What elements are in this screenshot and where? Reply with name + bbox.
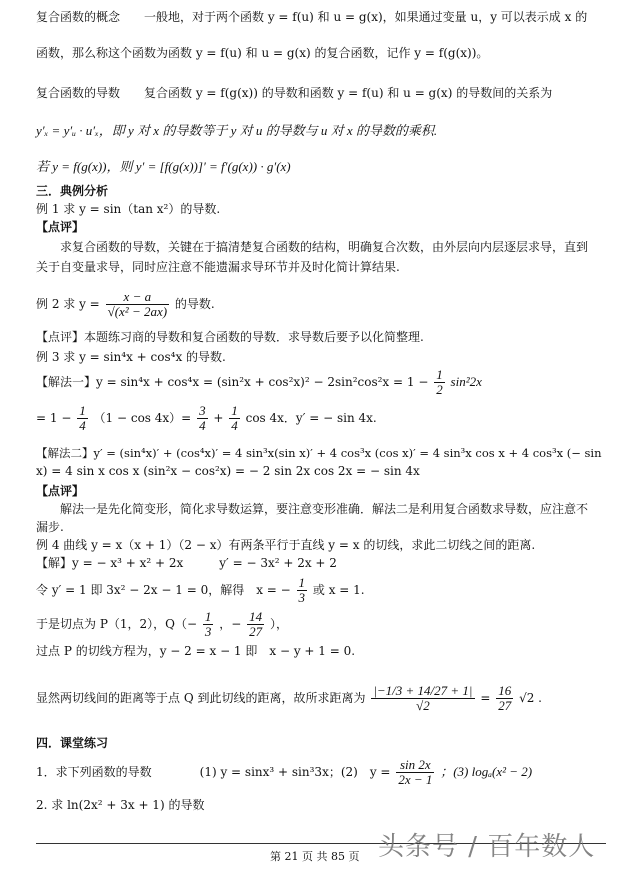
solution-4-line-4: 过点 P 的切线方程为，y − 2 = x − 1 即 x − y + 1 = 0. [36,644,356,658]
fraction-denominator: 4 [199,418,206,433]
fraction-14-27 [247,610,264,639]
fraction-16-27 [496,684,513,713]
comment-3-line-2: 漏步. [36,520,64,534]
solution-4-line-2-b: 或 x = 1. [312,583,365,597]
fraction-one-third-b [203,610,214,639]
fraction-numerator: x − a [106,290,170,305]
fraction-denominator: 3 [298,590,306,605]
paragraph-composite-function-notation: 函数，那么称这个函数为函数 y = f(u) 和 u = g(x) 的复合函数，记作 y = f(g(x))。 [36,46,489,60]
practice-1-a: 1．求下列函数的导数 (1) y = sinx³ + sin³3x；(2) y = [36,765,391,779]
fraction-numerator: 14 [249,609,263,624]
fraction-distance [371,684,474,713]
fraction-numerator: 1 [298,575,306,590]
section-heading-practice: 四．课堂练习 [36,736,109,750]
paragraph-composite-function-definition: 复合函数的概念 一般地，对于两个函数 y = f(u) 和 u = g(x)，如果通过变量 u，y 可以表示成 x 的 [36,10,588,24]
fraction-numerator: 1 [231,403,238,418]
solution-1-line-2-a: = 1 − [36,411,72,425]
comment-label-3: 【点评】 [36,484,85,498]
solution-4-line-3-c: ）， [269,617,288,631]
fraction-example-2 [106,290,170,319]
fraction-numerator: 3 [199,403,206,418]
solution-4-line-5-c: √2 . [519,691,542,705]
solution-1-line-2-c: + [213,411,224,425]
fraction-numerator: 1 [436,367,443,382]
solution-2-line-2: x) = 4 sin x cos x (sin²x − cos²x) = − 2 sin 2x cos 2x = − sin 4x [36,464,420,478]
example-2 [36,290,215,319]
solution-1-text: 【解法一】y = sin⁴x + cos⁴x = (sin²x + cos²x)² − 2sin²cos²x = 1 − [36,375,429,389]
fraction-numerator: sin 2x [396,758,434,773]
formula-chain-rule-full: 若 y = f(g(x))，则 y′ = [f(g(x))]′ = f′(g(x)) · g′(x) [36,159,291,174]
solution-4-line-1: 【解】y = − x³ + x² + 2x y′ = − 3x² + 2x + 2 [36,556,337,570]
fraction-numerator: 16 [498,683,512,698]
fraction-one-half [434,368,445,397]
solution-4-line-3-a: 于是切点为 P（1，2），Q（− [36,617,198,631]
practice-2: 2. 求 ln(2x² + 3x + 1) 的导数 [36,798,205,812]
fraction-denominator: 27 [498,698,512,713]
fraction-denominator: 4 [231,418,238,433]
fraction-one-third [297,576,308,605]
comment-3-line-1: 解法一是先化简变形，简化求导数运算，要注意变形准确．解法二是利用复合函数求导数，应注意不 [60,502,589,516]
fraction-numerator: |−1/3 + 14/27 + 1| [373,683,473,698]
solution-4-line-5 [36,684,542,713]
fraction-denominator: 2x − 1 [398,772,433,787]
fraction-denominator: 2 [436,382,443,397]
fraction-numerator: 1 [204,609,212,624]
fraction-one-quarter-b [229,404,240,433]
comment-2: 【点评】本题练习商的导数和复合函数的导数．求导数后要予以化简整理. [36,330,424,344]
solution-4-line-3-b: ，− [219,617,242,631]
section-heading-examples: 三．典例分析 [36,184,109,198]
fraction-numerator: 1 [79,403,86,418]
solution-4-line-2 [36,576,365,605]
example-3: 例 3 求 y = sin⁴x + cos⁴x 的导数. [36,350,226,364]
fraction-one-quarter [77,404,88,433]
example-2-suffix: 的导数. [174,297,215,311]
fraction-practice [396,758,434,787]
solution-4-line-5-b: = [480,691,491,705]
solution-1-line-2-d: cos 4x．y′ = − sin 4x. [245,411,377,425]
example-2-prefix: 例 2 求 y = [36,297,100,311]
footer-page-number: 第 21 页 共 85 页 [270,850,360,863]
solution-4-line-3 [36,610,288,639]
fraction-denominator: √(x² − 2ax) [107,304,168,319]
solution-2-line-1: 【解法二】y′ = (sin⁴x)′ + (cos⁴x)′ = 4 sin³x(sin x)′ + 4 cos³x (cos x)′ = 4 sin³x cos x + 4 cos³x (− sin [36,446,602,460]
example-1: 例 1 求 y = sin（tan x²）的导数. [36,202,221,216]
fraction-denominator: 4 [79,418,86,433]
example-4: 例 4 曲线 y = x（x + 1）（2 − x）有两条平行于直线 y = x 的切线，求此二切线之间的距离. [36,538,536,552]
solution-1-tail: sin²2x [450,374,482,389]
solution-4-line-2-a: 令 y′ = 1 即 3x² − 2x − 1 = 0，解得 x = − [36,583,291,597]
fraction-three-quarters [197,404,208,433]
practice-1-b: ；(3) logₐ(x² − 2) [440,764,533,779]
comment-1-line-1: 求复合函数的导数，关键在于搞清楚复合函数的结构，明确复合次数，由外层向内层逐层求导，直到 [60,240,589,254]
fraction-denominator: √2 [416,698,430,713]
solution-1-line-2-b: （1 − cos 4x）= [93,411,192,425]
comment-label-1: 【点评】 [36,220,85,234]
formula-chain-rule: y′ₓ = y′ᵤ · u′ₓ，即 y 对 x 的导数等于 y 对 u 的导数与 u 对 x 的导数的乘积. [36,123,438,138]
solution-1-line-1 [36,368,482,397]
fraction-denominator: 27 [249,624,263,639]
solution-1-line-2 [36,404,377,433]
paragraph-composite-derivative-relation: 复合函数的导数 复合函数 y = f(g(x)) 的导数和函数 y = f(u) 和 u = g(x) 的导数间的关系为 [36,86,553,100]
practice-1 [36,758,532,787]
solution-4-line-5-a: 显然两切线间的距离等于点 Q 到此切线的距离，故所求距离为 [36,691,366,705]
fraction-denominator: 3 [204,624,212,639]
comment-1-line-2: 关于自变量求导，同时应注意不能遗漏求导环节并及时化简计算结果. [36,260,400,274]
watermark: 头条号 / 百年数人 [378,832,596,862]
